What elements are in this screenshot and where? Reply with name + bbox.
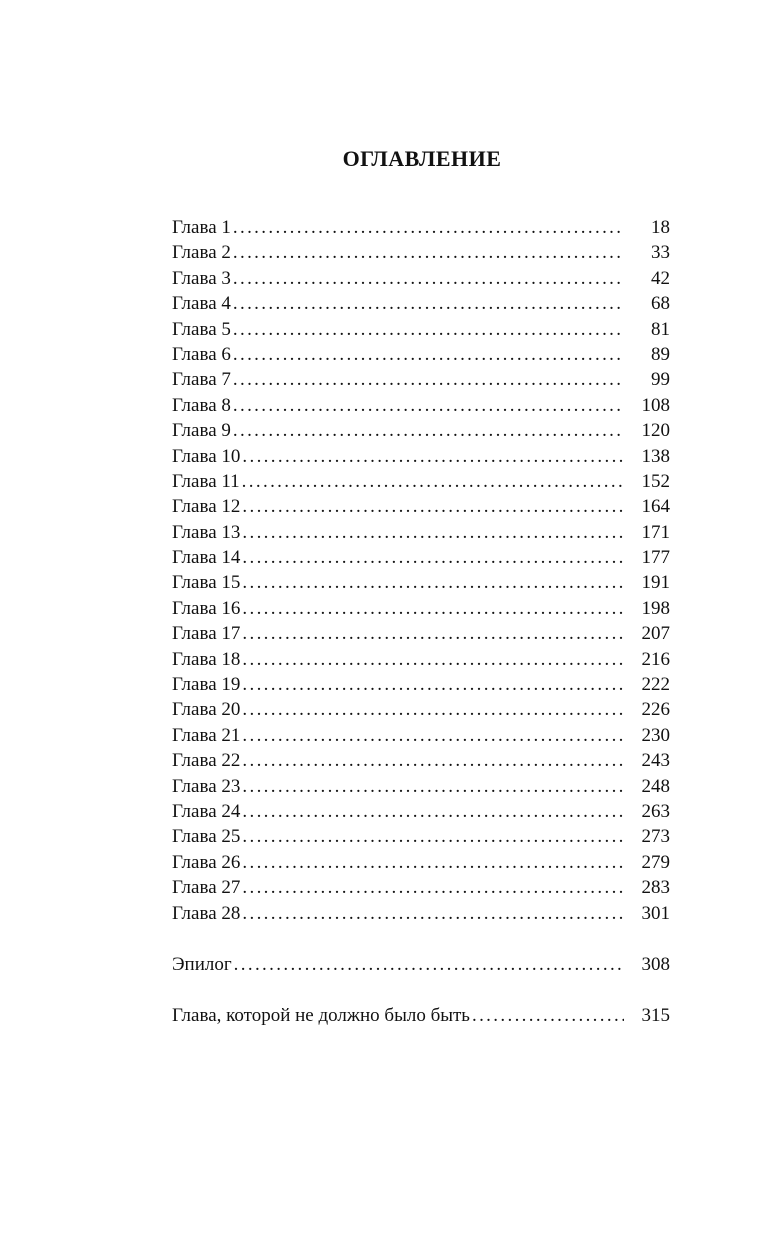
toc-entry[interactable] — [172, 291, 670, 316]
toc-entry-label: Глава 2 — [172, 242, 231, 264]
toc-entry-page: 207 — [641, 623, 670, 645]
toc-entry[interactable] — [172, 418, 670, 443]
toc-entry-page: 308 — [641, 953, 670, 975]
toc-entry-label: Глава 20 — [172, 699, 241, 721]
dot-leader — [242, 774, 624, 799]
toc-entry-label: Глава, которой не должно было быть — [172, 1005, 470, 1027]
toc-entry[interactable] — [172, 621, 670, 646]
toc-entry-label: Глава 13 — [172, 521, 241, 543]
dot-leader — [242, 697, 624, 722]
toc-entry-page: 222 — [641, 674, 670, 696]
toc-entry-label: Глава 15 — [172, 572, 241, 594]
dot-leader — [242, 570, 624, 595]
chapter-list — [172, 215, 670, 926]
toc-entry-page: 33 — [651, 242, 670, 264]
toc-entry-page: 216 — [641, 648, 670, 670]
dot-leader — [233, 393, 624, 418]
toc-entry[interactable] — [172, 266, 670, 291]
toc-entry-page: 99 — [651, 369, 670, 391]
toc-entry-label: Глава 12 — [172, 496, 241, 518]
toc-entry-label: Глава 27 — [172, 877, 241, 899]
toc-entry[interactable] — [172, 215, 670, 240]
toc-entry-label: Глава 22 — [172, 750, 241, 772]
toc-entry[interactable] — [172, 774, 670, 799]
toc-entry-label: Глава 16 — [172, 597, 241, 619]
toc-entry-page: 226 — [641, 699, 670, 721]
dot-leader — [242, 824, 624, 849]
toc-entry-label: Глава 17 — [172, 623, 241, 645]
toc-entry-label: Глава 6 — [172, 343, 231, 365]
dot-leader — [242, 596, 624, 621]
toc-entry-label: Эпилог — [172, 953, 232, 975]
toc-entry-label: Глава 28 — [172, 902, 241, 924]
table-of-contents — [172, 215, 670, 1029]
toc-entry-page: 164 — [641, 496, 670, 518]
toc-entry-page: 301 — [641, 902, 670, 924]
dot-leader — [233, 418, 624, 443]
toc-entry[interactable] — [172, 824, 670, 849]
toc-entry[interactable] — [172, 494, 670, 519]
dot-leader — [234, 952, 624, 977]
section-gap — [172, 926, 670, 952]
dot-leader — [242, 850, 624, 875]
toc-entry-page: 279 — [641, 851, 670, 873]
dot-leader — [242, 647, 624, 672]
toc-entry[interactable] — [172, 342, 670, 367]
toc-entry[interactable] — [172, 748, 670, 773]
dot-leader — [242, 494, 624, 519]
toc-entry-page: 191 — [641, 572, 670, 594]
dot-leader — [233, 266, 624, 291]
toc-entry-page: 263 — [641, 800, 670, 822]
dot-leader — [233, 342, 624, 367]
toc-entry-label: Глава 21 — [172, 724, 241, 746]
toc-entry[interactable] — [172, 647, 670, 672]
toc-entry-label: Глава 7 — [172, 369, 231, 391]
toc-entry-label: Глава 3 — [172, 267, 231, 289]
toc-entry[interactable] — [172, 697, 670, 722]
toc-entry[interactable] — [172, 875, 670, 900]
toc-entry[interactable] — [172, 240, 670, 265]
toc-entry-page: 273 — [641, 826, 670, 848]
toc-entry-label: Глава 26 — [172, 851, 241, 873]
toc-entry-page: 68 — [651, 293, 670, 315]
toc-entry-page: 120 — [641, 420, 670, 442]
dot-leader — [233, 291, 624, 316]
toc-entry[interactable] — [172, 799, 670, 824]
dot-leader — [242, 748, 624, 773]
toc-entry[interactable] — [172, 570, 670, 595]
toc-entry-page: 138 — [641, 445, 670, 467]
dot-leader — [233, 215, 624, 240]
toc-entry-label: Глава 25 — [172, 826, 241, 848]
dot-leader — [242, 901, 624, 926]
toc-entry-page: 243 — [641, 750, 670, 772]
toc-entry-page: 315 — [641, 1005, 670, 1027]
dot-leader — [233, 240, 624, 265]
toc-entry[interactable] — [172, 367, 670, 392]
toc-entry-label: Глава 10 — [172, 445, 241, 467]
toc-entry-label: Глава 4 — [172, 293, 231, 315]
toc-entry-page: 152 — [641, 470, 670, 492]
toc-entry-label: Глава 5 — [172, 318, 231, 340]
toc-entry-label: Глава 8 — [172, 394, 231, 416]
toc-entry-label: Глава 23 — [172, 775, 241, 797]
toc-entry-page: 177 — [641, 547, 670, 569]
dot-leader — [242, 469, 624, 494]
dot-leader — [242, 799, 624, 824]
toc-entry[interactable] — [172, 545, 670, 570]
dot-leader — [233, 367, 624, 392]
section-gap — [172, 977, 670, 1003]
dot-leader — [242, 672, 624, 697]
toc-entry[interactable] — [172, 520, 670, 545]
toc-entry[interactable] — [172, 723, 670, 748]
toc-entry[interactable] — [172, 393, 670, 418]
toc-entry-label: Глава 18 — [172, 648, 241, 670]
toc-entry-page: 248 — [641, 775, 670, 797]
dot-leader — [242, 723, 624, 748]
toc-entry-page: 171 — [641, 521, 670, 543]
dot-leader — [242, 875, 624, 900]
toc-entry[interactable] — [172, 444, 670, 469]
toc-entry-label: Глава 19 — [172, 674, 241, 696]
toc-entry-label: Глава 1 — [172, 217, 231, 238]
toc-entry[interactable] — [172, 317, 670, 342]
toc-entry[interactable] — [172, 850, 670, 875]
dot-leader — [472, 1003, 624, 1028]
dot-leader — [242, 520, 624, 545]
toc-entry-epilogue[interactable] — [172, 952, 670, 977]
page-title: ОГЛАВЛЕНИЕ — [342, 146, 502, 171]
toc-entry-page: 18 — [651, 217, 670, 238]
toc-entry-page: 81 — [651, 318, 670, 340]
toc-entry-page: 89 — [651, 343, 670, 365]
toc-entry[interactable] — [172, 596, 670, 621]
toc-entry-label: Глава 11 — [172, 470, 240, 492]
dot-leader — [242, 444, 624, 469]
toc-entry-page: 283 — [641, 877, 670, 899]
toc-entry-extra-chapter[interactable] — [172, 1003, 670, 1028]
dot-leader — [242, 621, 624, 646]
toc-entry-page: 42 — [651, 267, 670, 289]
toc-entry-label: Глава 9 — [172, 420, 231, 442]
toc-entry-label: Глава 14 — [172, 547, 241, 569]
dot-leader — [233, 317, 624, 342]
toc-entry-page: 198 — [641, 597, 670, 619]
dot-leader — [242, 545, 624, 570]
toc-entry[interactable] — [172, 901, 670, 926]
toc-entry-page: 108 — [641, 394, 670, 416]
toc-entry-page: 230 — [641, 724, 670, 746]
toc-entry[interactable] — [172, 672, 670, 697]
toc-entry-label: Глава 24 — [172, 800, 241, 822]
toc-entry[interactable] — [172, 469, 670, 494]
